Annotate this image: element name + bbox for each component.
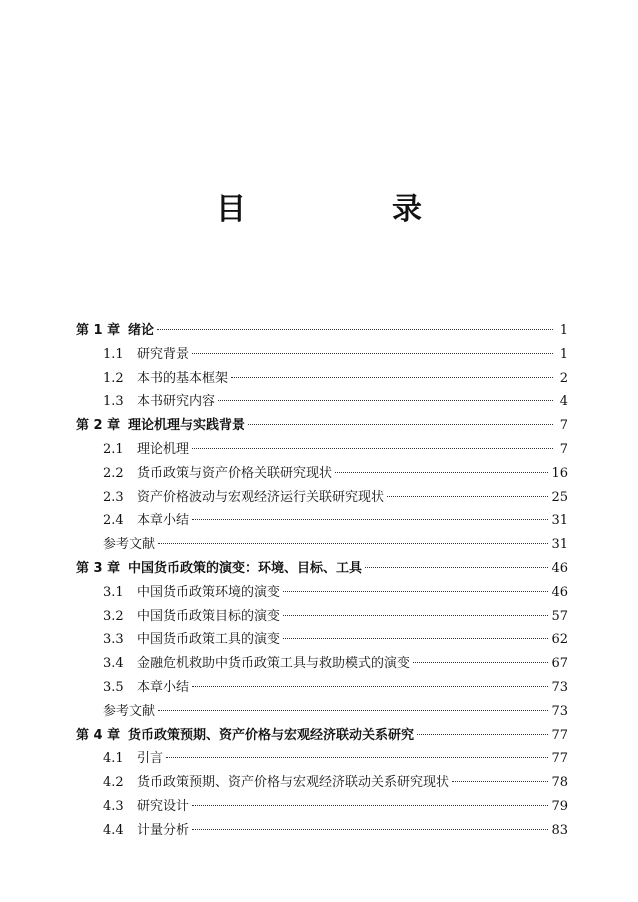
toc-entry-label: 研究背景 [137,346,190,362]
dot-leader [248,424,553,425]
toc-entry-label: 绪论 [128,323,155,338]
toc-entry-number: 3.3 [103,632,124,648]
toc-section-entry[interactable] [76,652,568,676]
toc-entry-number: 3.4 [103,656,124,672]
toc-entry-number: 3.5 [103,679,124,695]
toc-entry-page-number: 73 [551,679,568,695]
toc-entry-page-number: 46 [551,560,568,576]
toc-entry-label: 金融危机救助中货币政策工具与救助模式的演变 [137,656,411,672]
page-title: 目 录 [216,192,480,227]
toc-chapter-entry[interactable] [76,319,568,343]
dot-leader [365,567,548,568]
dot-leader [283,638,548,639]
dot-leader [158,710,548,711]
table-of-contents [76,319,568,843]
dot-leader [192,519,548,520]
toc-section-entry[interactable] [76,581,568,605]
dot-leader [452,781,548,782]
toc-section-entry[interactable] [76,819,568,843]
toc-section-entry[interactable] [76,628,568,652]
dot-leader [231,377,553,378]
toc-chapter-entry[interactable] [76,724,568,748]
toc-entry-page-number: 31 [551,537,568,553]
toc-entry-number: 2.4 [103,513,124,529]
toc-entry-number: 第 4 章 [76,727,121,743]
toc-entry-label: 中国货币政策目标的演变 [137,608,281,624]
toc-entry-number: 1.2 [103,370,124,386]
toc-section-entry[interactable] [76,676,568,700]
toc-entry-page-number: 78 [551,775,568,791]
toc-entry-label: 货币政策预期、资产价格与宏观经济联动关系研究现状 [137,775,450,791]
toc-entry-number: 1.1 [103,346,124,362]
toc-entry-label: 参考文献 [103,703,156,719]
toc-entry-number: 4.1 [103,751,124,767]
toc-entry-number: 3.1 [103,584,124,600]
dot-leader [283,591,548,592]
toc-entry-number: 2.1 [103,441,124,457]
toc-chapter-entry[interactable] [76,557,568,581]
toc-entry-label: 本章小结 [137,513,190,529]
toc-entry-page-number: 73 [551,703,568,719]
toc-entry-label: 计量分析 [137,822,190,838]
toc-entry-label: 中国货币政策环境的演变 [137,584,281,600]
toc-entry-page-number: 7 [559,418,568,434]
toc-entry-label: 本章小结 [137,679,190,695]
toc-section-entry[interactable] [76,605,568,629]
toc-chapter-entry[interactable] [76,414,568,438]
toc-entry-number: 4.3 [103,798,124,814]
toc-entry-page-number: 16 [551,465,568,481]
toc-entry-page-number: 25 [551,489,568,505]
toc-entry-page-number: 2 [559,370,568,386]
toc-entry-label: 中国货币政策工具的演变 [137,632,281,648]
toc-entry-number: 3.2 [103,608,124,624]
dot-leader [192,829,548,830]
toc-entry-page-number: 79 [551,798,568,814]
toc-section-entry[interactable] [76,438,568,462]
toc-entry-page-number: 1 [559,323,568,338]
toc-entry-label: 理论机理 [137,441,190,457]
toc-entry-page-number: 83 [551,822,568,838]
toc-entry-page-number: 46 [551,584,568,600]
toc-entry-number: 第 1 章 [76,323,121,338]
toc-references-entry[interactable] [76,700,568,724]
dot-leader [283,615,548,616]
toc-entry-label: 货币政策预期、资产价格与宏观经济联动关系研究 [128,727,415,743]
toc-section-entry[interactable] [76,747,568,771]
toc-section-entry[interactable] [76,486,568,510]
toc-section-entry[interactable] [76,795,568,819]
toc-entry-number: 第 2 章 [76,418,121,434]
toc-entry-page-number: 4 [559,394,568,410]
toc-entry-label: 理论机理与实践背景 [128,418,246,434]
toc-entry-number: 第 3 章 [76,560,121,576]
toc-section-entry[interactable] [76,509,568,533]
toc-entry-number: 4.4 [103,822,124,838]
toc-section-entry[interactable] [76,462,568,486]
dot-leader [192,448,553,449]
toc-entry-number: 1.3 [103,394,124,410]
dot-leader [335,472,548,473]
toc-entry-page-number: 77 [551,727,568,743]
toc-entry-label: 本书研究内容 [137,394,216,410]
toc-entry-label: 中国货币政策的演变：环境、目标、工具 [128,560,363,576]
toc-entry-page-number: 67 [551,656,568,672]
toc-entry-label: 引言 [137,751,164,767]
toc-entry-number: 2.3 [103,489,124,505]
toc-entry-label: 研究设计 [137,798,190,814]
toc-entry-number: 2.2 [103,465,124,481]
toc-entry-number: 4.2 [103,775,124,791]
dot-leader [413,662,548,663]
toc-entry-page-number: 7 [559,441,568,457]
dot-leader [218,400,553,401]
toc-entry-page-number: 31 [551,513,568,529]
toc-entry-label: 资产价格波动与宏观经济运行关联研究现状 [137,489,385,505]
dot-leader [417,734,548,735]
toc-references-entry[interactable] [76,533,568,557]
toc-entry-page-number: 77 [551,751,568,767]
dot-leader [387,496,548,497]
toc-entry-label: 参考文献 [103,537,156,553]
dot-leader [192,805,548,806]
toc-entry-page-number: 62 [551,632,568,648]
dot-leader [158,543,548,544]
toc-entry-label: 货币政策与资产价格关联研究现状 [137,465,333,481]
toc-section-entry[interactable] [76,771,568,795]
dot-leader [192,353,553,354]
toc-section-entry[interactable] [76,367,568,391]
dot-leader [192,686,548,687]
toc-entry-label: 本书的基本框架 [137,370,229,386]
dot-leader [157,329,553,330]
toc-entry-page-number: 1 [559,346,568,362]
toc-section-entry[interactable] [76,343,568,367]
toc-entry-page-number: 57 [551,608,568,624]
dot-leader [166,757,548,758]
toc-section-entry[interactable] [76,390,568,414]
